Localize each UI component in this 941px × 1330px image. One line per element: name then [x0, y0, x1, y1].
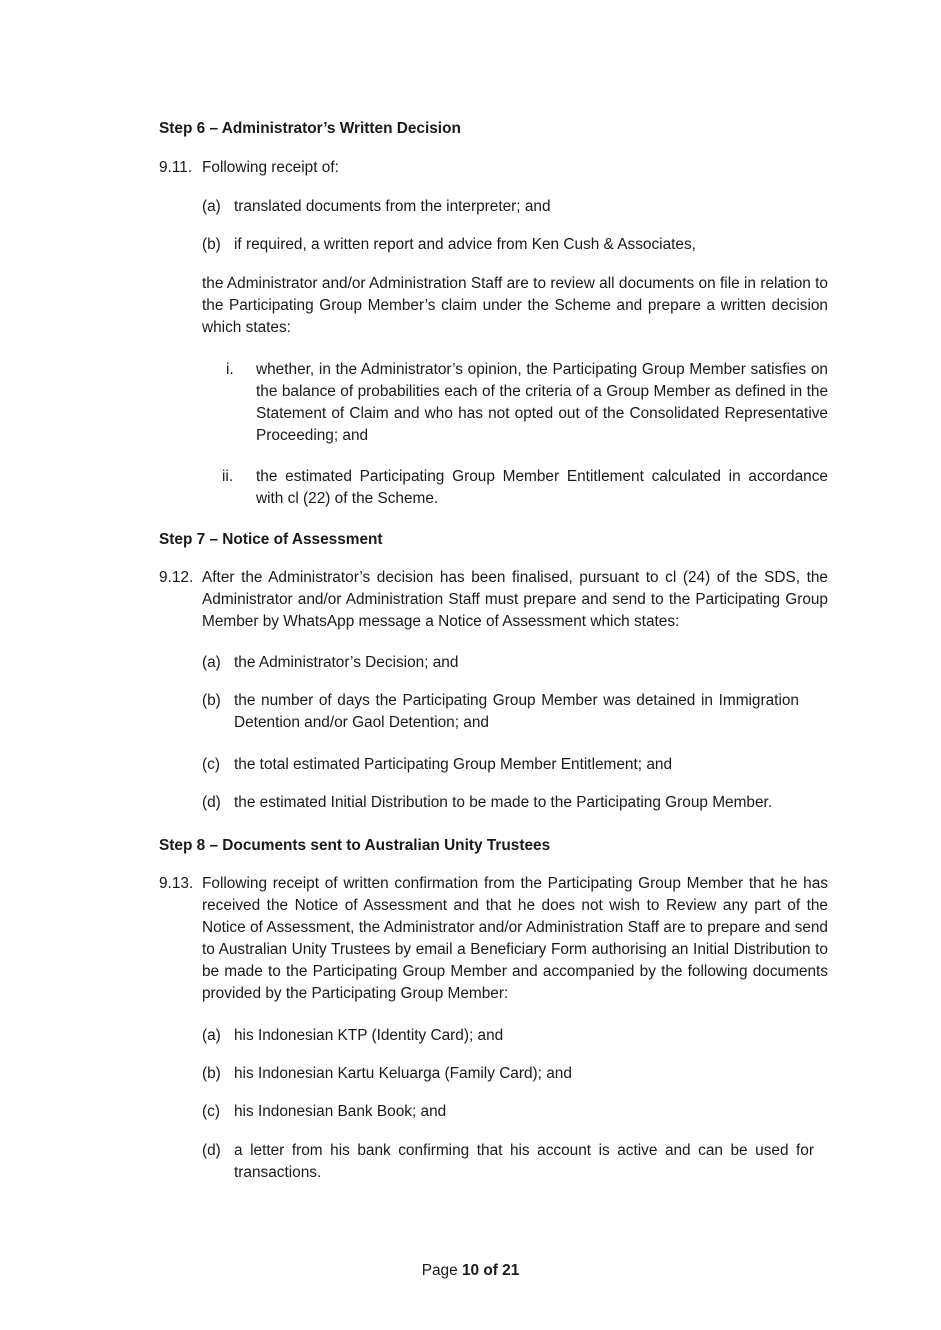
para-9-11-body: the Administrator and/or Administration Staff are to review all documents on file in relation to the Participating Group Member’s claim under the Scheme and prepare a written decision which states:	[202, 275, 828, 336]
para-9-11-number: 9.11.	[159, 159, 193, 176]
step7-item-c-label: (c)	[202, 756, 220, 773]
step8-item-d-label: (d)	[202, 1142, 221, 1159]
step8-item-b-label: (b)	[202, 1065, 221, 1082]
step8-item-b-text: his Indonesian Kartu Keluarga (Family Card); and	[234, 1065, 572, 1082]
page-total: 21	[502, 1262, 520, 1279]
step7-item-b-label: (b)	[202, 692, 221, 709]
step6-roman-i-text: whether, in the Administrator’s opinion, the Participating Group Member satisfies on the balance of probabilities each of the criteria of a Group Member as defined in the Statement of Claim and who has not opted out of the Consolidated Representative Proceeding; and	[256, 361, 828, 444]
para-9-12-body: After the Administrator’s decision has been finalised, pursuant to cl (24) of the SDS, the Administrator and/or Administration Staff must prepare and send to the Participating Group Member by WhatsApp message a Notice of Assessment which states:	[202, 569, 828, 630]
page-word: Page	[421, 1262, 458, 1279]
step8-item-a-text: his Indonesian KTP (Identity Card); and	[234, 1027, 504, 1044]
para-9-13-number: 9.13.	[159, 875, 194, 892]
step8-item-d-text: a letter from his bank confirming that his account is active and can be used for transactions.	[234, 1142, 814, 1181]
step6-item-b-label: (b)	[202, 236, 221, 253]
step8-item-c-label: (c)	[202, 1103, 220, 1120]
step6-heading: Step 6 – Administrator’s Written Decision	[159, 120, 461, 137]
step8-item-a-label: (a)	[202, 1027, 221, 1044]
step7-item-a-text: the Administrator’s Decision; and	[234, 654, 459, 671]
step7-heading: Step 7 – Notice of Assessment	[159, 531, 383, 548]
page-footer	[0, 1260, 941, 1282]
step6-roman-ii-text: the estimated Participating Group Member Entitlement calculated in accordance with cl (22) of the Scheme.	[256, 468, 828, 507]
step7-item-d-text: the estimated Initial Distribution to be made to the Participating Group Member.	[234, 794, 773, 811]
para-9-11-intro: Following receipt of:	[202, 159, 339, 176]
para-9-12-number: 9.12.	[159, 569, 194, 586]
of-word: of	[483, 1262, 498, 1279]
step8-item-c-text: his Indonesian Bank Book; and	[234, 1103, 447, 1120]
para-9-13-body: Following receipt of written confirmation from the Participating Group Member that he has received the Notice of Assessment and that he does not wish to Review any part of the Notice of Assessment, the Administrator and/or Administration Staff are to prepare and send to Australian Unity Trustees by email a Beneficiary Form authorising an Initial Distribution to be made to the Participating Group Member and accompanied by the following documents provided by the Participating Group Member:	[202, 875, 828, 1002]
step6-item-a-label: (a)	[202, 198, 221, 215]
step8-heading: Step 8 – Documents sent to Australian Unity Trustees	[159, 837, 551, 854]
page-number: 10	[461, 1262, 480, 1279]
step6-roman-i-label: i.	[226, 361, 234, 378]
step7-item-a-label: (a)	[202, 654, 221, 671]
step7-item-b-text: the number of days the Participating Group Member was detained in Immigration Detention and/or Gaol Detention; and	[234, 692, 799, 731]
step6-roman-ii-label: ii.	[222, 468, 234, 485]
step7-item-d-label: (d)	[202, 794, 221, 811]
step7-item-c-text: the total estimated Participating Group Member Entitlement; and	[234, 756, 673, 773]
step6-item-b-text: if required, a written report and advice from Ken Cush & Associates,	[234, 236, 696, 253]
step6-item-a-text: translated documents from the interpreter; and	[234, 198, 551, 215]
